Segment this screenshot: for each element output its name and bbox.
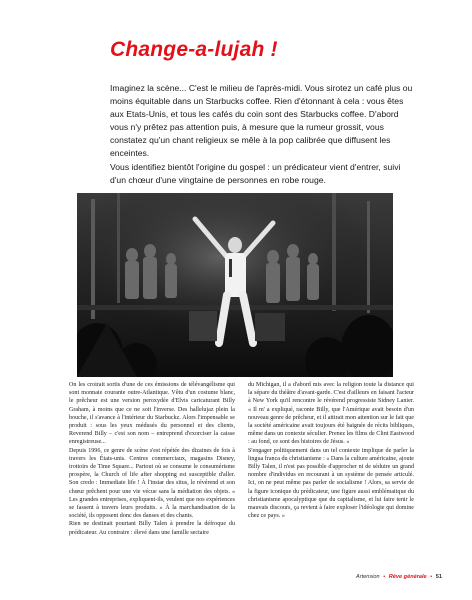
footer-separator: • [383,574,386,580]
article-title: Change-a-lujah ! [110,38,278,61]
body-column-left [69,381,235,537]
body-paragraph: Depuis 1996, ce genre de scène s'est répétée des dizaines de fois à travers les États-unis. Centres commerciaux, magasins Disney, trottoirs de Time Square... Partout où se consume le consumérisme prospère, la Church of life after shopping est susceptible d'aller. Son credo : Immediate life ! À l'instar des situs, le révérend et son chœur prêchent pour une vie vécue sans la médiation des objets. « Les grandes entreprises, expliquent-ils, veulent que nos expériences se fassent à travers leurs produits. » À la marchandisation de la société, ils opposent donc des danses et des chants. [69,447,235,520]
section-name: Rêve générale [388,574,427,580]
footer-separator: • [430,574,433,580]
intro-paragraph: Imaginez la scène... C'est le milieu de l'après-midi. Vous sirotez un café plus ou moins équitable dans un Starbucks coffee. Rien d'étonnant à cela : vous êtes aux Etats-Unis, et tous les cafés du coin sont des Starbucks coffee. D'abord vous n'y prêtez pas attention puis, à mesure que la rumeur grossit, vous constatez qu'un chant religieux se mêle à la pop calibrée que diffusent les enceintes. [110,83,413,159]
body-paragraph: S'engager politiquement dans un tel contexte implique de parler la lingua franca du christianisme : « Dans la culture américaine, ajoute Billy Talen, il n'est pas possible d'approcher ni de séduire un grand nombre d'individus en recourant à un système de pensée articulé. Ici, on ne peut même pas parler de socialisme ! Alors, sa servie de la figure iconique du prédicateur, une figure aussi emblématique du christianisme apocalyptique que du capitalisme, et lui faire tenir le mauvais discours, ça revient à faire exploser l'idéologie qui domine chez ce pays. » [248,447,414,520]
body-paragraph: On les croirait sortis d'une de ces émissions de télévangélisme qui sont monnaie courante outre-Atlantique. Vêtu d'un costume blanc, le prêcheur est une version peroxydée d'Elvis caricaturant Billy Graham, à moins que ce ne soit l'inverse. Des hallelujaz plein la bouche, il s'avance à l'intérieur du Starbuckz. Alors l'impensable se produit : sous les yeux médusés du personnel et des clients, Reverend Billy – c'est son nom – entreprend d'exorciser la caisse enregistreuse... [69,382,235,446]
magazine-name: Artension [356,574,380,580]
body-column-right [248,381,414,520]
intro-text [110,82,415,187]
intro-paragraph: Vous identifiez bientôt l'origine du gospel : un prédicateur vient d'entrer, suivi d'un chœur d'une vingtaine de personnes en robe rouge. [110,161,401,185]
gospel-photo [77,193,393,377]
page-number: 51 [435,574,442,580]
page-footer [356,574,442,580]
body-paragraph: Rien ne destinait pourtant Billy Talen à prendre la défroque du prédicateur. Au contraire : élevé dans une famille sectaire [69,521,235,536]
body-paragraph: du Michigan, il a d'abord mis avec la religion toute la distance qui la sépare du théâtre d'avant-garde. C'est d'ailleurs en faisant l'acteur à New York qu'il rencontre le révérend progressiste Sidney Lanier. « Il m' a expliqué, raconte Billy, que l'Amérique avait besoin d'un nouveau genre de prêcheur, et il attirait mon attention sur le fait que la société américaine avait toujours été baignée de récits bibliques, même dans un contexte séculier. Prenez les films de Clint Eastwood : au fond, ce sont des histoires de Jésus. » [248,382,415,446]
